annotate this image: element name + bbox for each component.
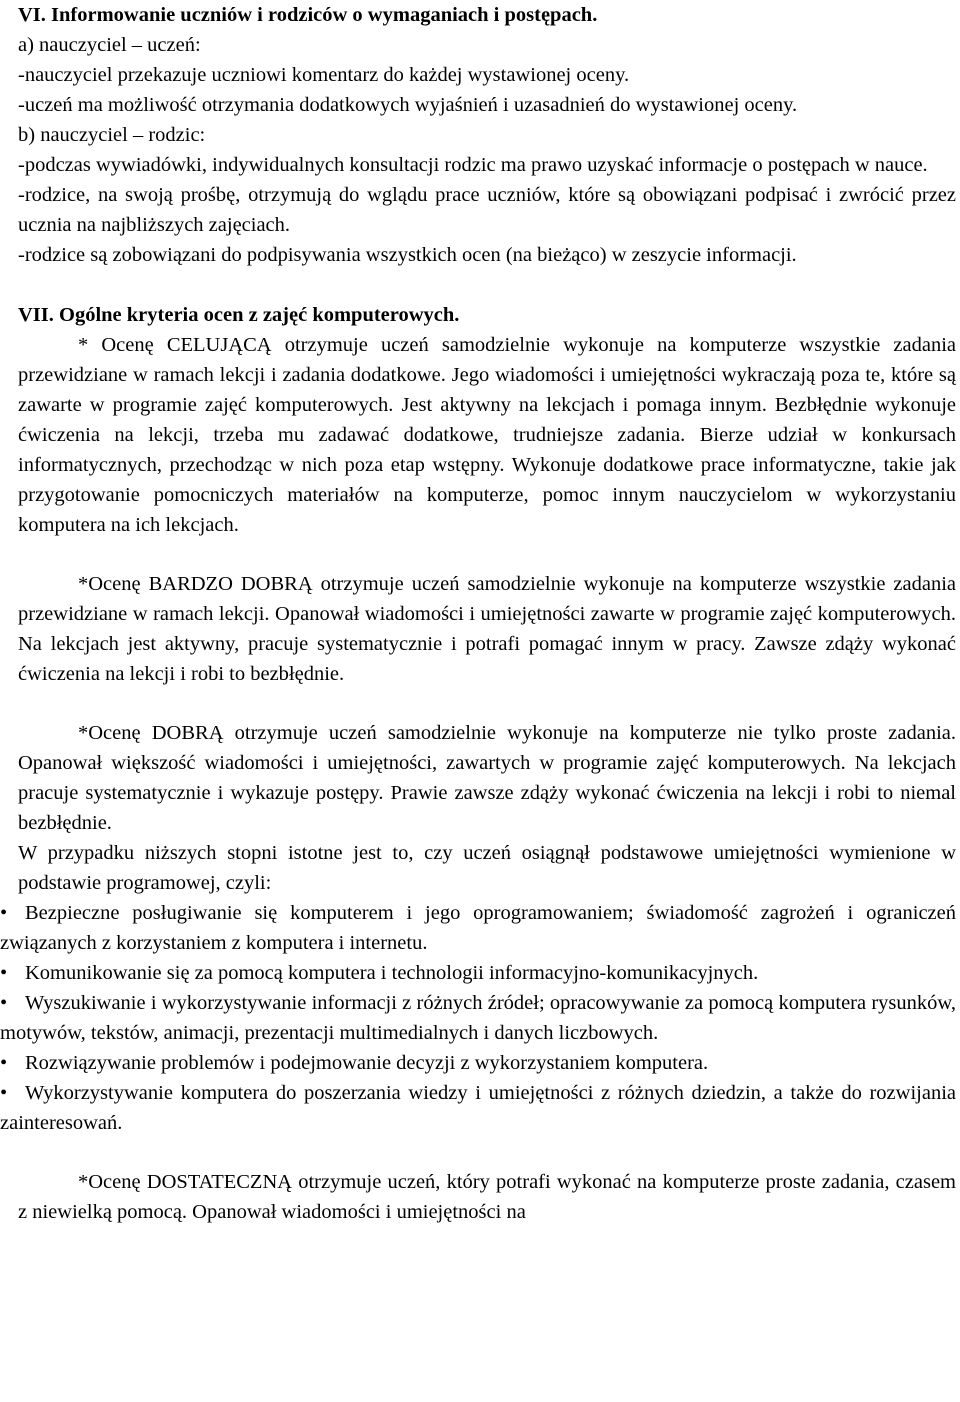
spacer: [18, 540, 956, 569]
list-item-text: Komunikowanie się za pomocą komputera i technologii informacyjno-komunikacyjnych.: [25, 962, 759, 984]
grade-dostateczna-paragraph: *Ocenę DOSTATECZNĄ otrzymuje uczeń, który potrafi wykonać na komputerze proste zadania, czasem z niewielką pomocą. Opanował wiadomości i umiejętności na: [18, 1171, 956, 1223]
spacer: [18, 689, 956, 718]
list-item-text: Rozwiązywanie problemów i podejmowanie decyzji z wykorzystaniem komputera.: [25, 1052, 709, 1074]
list-item-text: Wykorzystywanie komputera do poszerzania wiedzy i umiejętności z różnych dziedzin, a także do rozwijania zainteresowań.: [0, 1082, 956, 1134]
section-6-heading: VI. Informowanie uczniów i rodziców o wymaganiach i postępach.: [18, 4, 598, 26]
grade-celujaca-paragraph: * Ocenę CELUJĄCĄ otrzymuje uczeń samodzielnie wykonuje na komputerze wszystkie zadania przewidziane w ramach lekcji i zadania dodatkowe. Jego wiadomości i umiejętności wykraczają poza te, które są zawarte w programie zajęć komputerowych. Jest aktywny na lekcjach i pomaga innym. Bezbłędnie wykonuje ćwiczenia na lekcji, trzeba mu zadawać dodatkowe, trudniejsze zadania. Bierze udział w konkursach informatycznych, przechodząc w nich poza etap wstępny. Wykonuje dodatkowe prace informatyczne, takie jak przygotowanie pomocniczych materiałów na komputerze, pomoc innym nauczycielom w wykorzystaniu komputera na ich lekcjach.: [18, 334, 956, 536]
list-item: [0, 898, 956, 958]
bullet-icon: •: [0, 1082, 8, 1104]
list-item-text: Bezpieczne posługiwanie się komputerem i jego oprogramowaniem; świadomość zagrożeń i ograniczeń związanych z korzystaniem z komputera i internetu.: [0, 902, 956, 954]
list-item: [0, 1048, 956, 1078]
teacher-student-label: a) nauczyciel – uczeń:: [18, 34, 201, 56]
grade-dobra-paragraph: *Ocenę DOBRĄ otrzymuje uczeń samodzielnie wykonuje na komputerze nie tylko proste zadania. Opanował większość wiadomości i umiejętności, zawartych w programie zajęć komputerowych. Na lekcjach pracuje systematycznie i wykazuje postępy. Prawie zawsze zdąży wykonać ćwiczenia na lekcji i robi to niemal bezbłędnie.: [18, 722, 956, 834]
teacher-parent-item-2: -rodzice, na swoją prośbę, otrzymują do wglądu prace uczniów, które są obowiązani podpisać i zwrócić przez ucznia na najbliższych zajęciach.: [18, 184, 956, 236]
teacher-parent-item-3: -rodzice są zobowiązani do podpisywania wszystkich ocen (na bieżąco) w zeszycie informacji.: [18, 244, 797, 266]
bullet-icon: •: [0, 1052, 8, 1074]
bullet-icon: •: [0, 962, 8, 984]
lower-grades-intro: W przypadku niższych stopni istotne jest to, czy uczeń osiągnął podstawowe umiejętności wymienione w podstawie programowej, czyli:: [18, 842, 956, 894]
basic-skills-list: [0, 898, 956, 1138]
bullet-icon: •: [0, 902, 8, 924]
list-item: [0, 958, 956, 988]
bullet-icon: •: [0, 992, 8, 1014]
teacher-student-item-1: -nauczyciel przekazuje uczniowi komentarz do każdej wystawionej oceny.: [18, 64, 630, 86]
grade-bardzo-dobra-paragraph: *Ocenę BARDZO DOBRĄ otrzymuje uczeń samodzielnie wykonuje na komputerze wszystkie zadania przewidziane w ramach lekcji. Opanował wiadomości i umiejętności zawarte w programie zajęć komputerowych. Na lekcjach jest aktywny, pracuje systematycznie i potrafi pomagać innym w pracy. Zawsze zdąży wykonać ćwiczenia na lekcji i robi to bezbłędnie.: [18, 573, 956, 685]
teacher-parent-label: b) nauczyciel – rodzic:: [18, 124, 206, 146]
teacher-student-item-2: -uczeń ma możliwość otrzymania dodatkowych wyjaśnień i uzasadnień do wystawionej oceny.: [18, 94, 798, 116]
teacher-parent-item-1: -podczas wywiadówki, indywidualnych konsultacji rodzic ma prawo uzyskać informacje o postępach w nauce.: [18, 154, 928, 176]
list-item: [0, 1078, 956, 1138]
spacer: [18, 270, 956, 300]
section-7-heading: VII. Ogólne kryteria ocen z zajęć komputerowych.: [18, 304, 460, 326]
list-item: [0, 988, 956, 1048]
spacer: [18, 1138, 956, 1167]
list-item-text: Wyszukiwanie i wykorzystywanie informacji z różnych źródeł; opracowywanie za pomocą komputera rysunków, motywów, tekstów, animacji, prezentacji multimedialnych i danych liczbowych.: [0, 992, 956, 1044]
